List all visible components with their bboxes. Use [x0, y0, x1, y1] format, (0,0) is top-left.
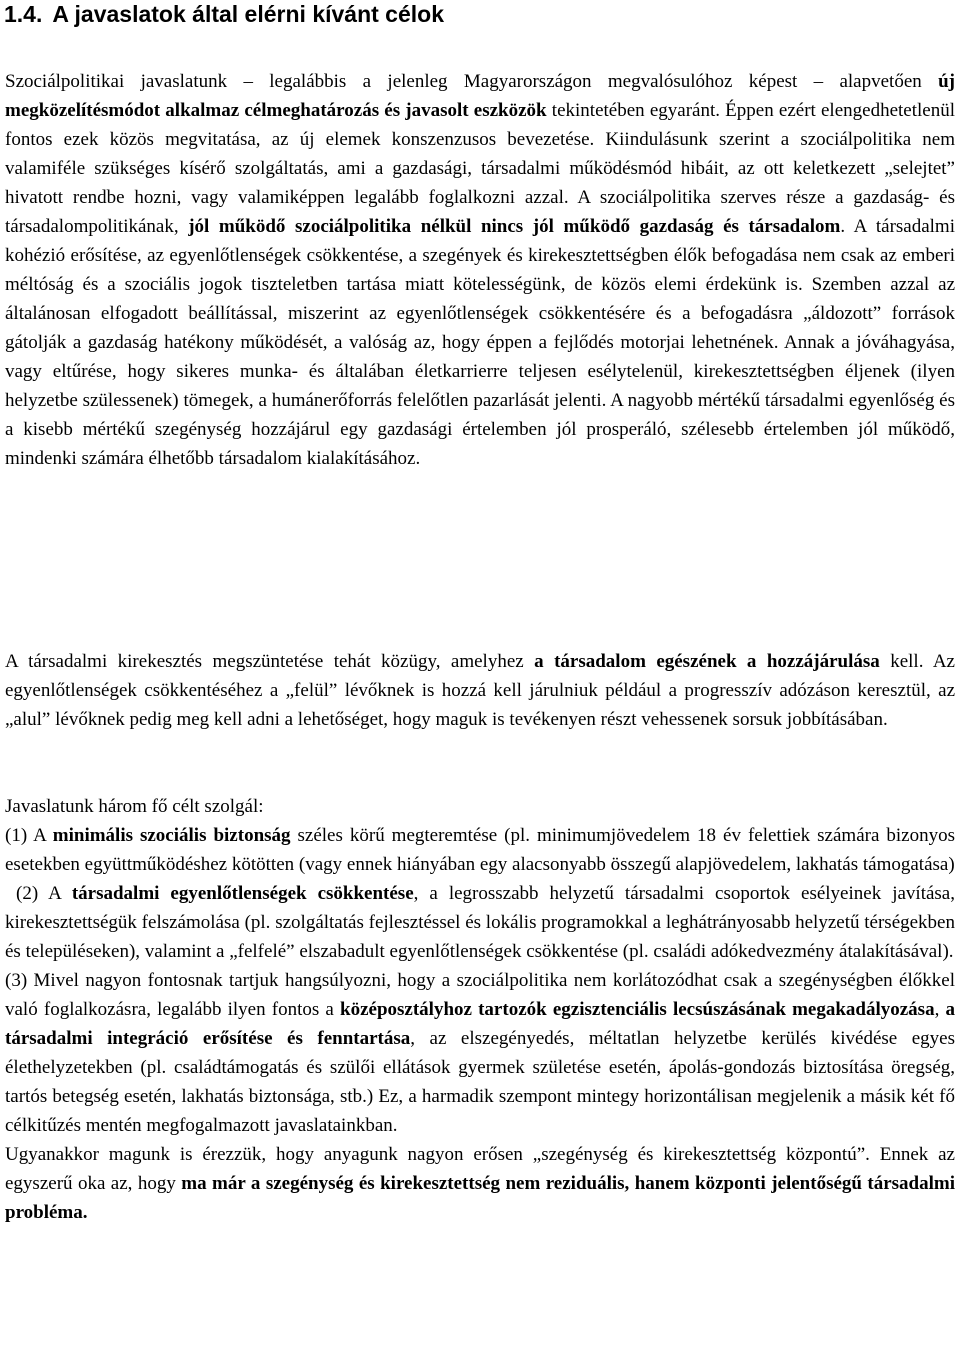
text-run: , [934, 999, 946, 1020]
text-run: (3) Mivel nagyon fontosnak tartjuk hangsúlyozni, hogy a szociálpolitika nem korlátozódhat csak a szegénységben élőkkel való foglalkozásra, legalább ilyen fontos a [5, 970, 955, 1020]
text-run: , az elszegényedés, méltatlan helyzetbe kerülés kivédése egyes élethelyzetekben (pl. családtámogatás és szülői ellátások gyermek születése esetén, ápolás-gondozás biztosítása öregség, tartós betegség esetén, lakhatás biztonsága, stb.) Ez, a harmadik szempont mintegy horizontálisan megjelenik a másik két fő célkitűzés mentén megfogalmazott javaslatainkban. [5, 1028, 955, 1136]
text-run: Szociálpolitikai javaslatunk – legalábbis a jelenleg Magyarországon megvalósulóhoz képest – alapvetően [5, 71, 939, 92]
section-number: 1.4. [4, 1, 43, 27]
goal-item-2 [5, 879, 955, 966]
goals-section [5, 792, 955, 1227]
text-run: kell. Az egyenlőtlenségek csökkentéséhez a „felül” lévőknek is hozzá kell járulniuk például a progresszív adózáson keresztül, az „alul” lévőknek pedig meg kell adni a lehetőséget, hogy maguk is tevékenyen részt vehessenek sorsuk jobbításában. [5, 651, 955, 730]
emphasis-text: minimális szociális biztonság [52, 825, 291, 846]
goals-intro: Javaslatunk három fő célt szolgál: [5, 796, 264, 817]
emphasis-text: a társadalmi integráció erősítése és fenntartása [5, 999, 955, 1049]
text-run: A társadalmi kirekesztés megszüntetése tehát közügy, amelyhez [5, 651, 535, 672]
goal-item-3 [5, 966, 955, 1140]
closing-paragraph [5, 1140, 955, 1227]
emphasis-text: új megközelítésmódot alkalmaz célmeghatározás és javasolt eszközök [5, 71, 955, 121]
text-run: , a legrosszabb helyzetű társadalmi csoportok esélyeinek javítása, kirekesztettségük felszámolása (pl. szolgáltatás fejlesztéssel és lokális programokkal a leghátrányosabb helyzetű térségekben és településeken), valamint a „felfelé” elszabadult egyenlőtlenségek csökkentése (pl. családi adókedvezmény átalakításával). [5, 883, 955, 962]
emphasis-text: ma már a szegénység és kirekesztettség nem reziduális, hanem központi jelentőségű társadalmi probléma. [5, 1173, 955, 1223]
emphasis-text: a társadalom egészének a hozzájárulása [534, 651, 880, 672]
text-run: (2) A [5, 883, 72, 904]
emphasis-text: társadalmi egyenlőtlenségek csökkentése [71, 883, 414, 904]
section-heading [4, 0, 454, 28]
emphasis-text: jól működő szociálpolitika nélkül nincs jól működő gazdaság és társadalom [188, 216, 841, 237]
paragraph-intro [5, 67, 955, 473]
paragraph-public-affair [5, 647, 955, 734]
text-run: tekintetében egyaránt. Éppen ezért elengedhetetlenül fontos ezek közös megvitatása, az új elemek konszenzusos bevezetése. Kiindulásunk szerint a szociálpolitika nem valamiféle szükséges kísérő szolgáltatás, ami a gazdasági, társadalmi működésmód hibáit, az ott keletkezett „selejtet” hivatott rendbe hozni, vagy valamiképpen legalább foglalkozni azzal. A szociálpolitika szerves része a gazdaság- és társadalompolitikának, [5, 100, 955, 237]
section-title: A javaslatok által elérni kívánt célok [52, 1, 444, 27]
text-run: (1) A [5, 825, 53, 846]
text-run: széles körű megteremtése (pl. minimumjövedelem 18 év felettiek számára bizonyos esetekben együttműködéshez kötötten (vagy ennek hiányában egy alacsonyabb összegű alapjövedelem, lakhatás támogatása) [5, 825, 955, 875]
text-run: . A társadalmi kohézió erősítése, az egyenlőtlenségek csökkentése, a szegények és kirekesztettségben élők befogadása nem csak az emberi méltóság és a szociális jogok tiszteletben tartása miatt kötelességünk, de közös elemi érdekünk is. Szemben azzal az általánosan elfogadott beállítással, miszerint az egyenlőtlenségek csökkentésére és a befogadásra „áldozott” források gátolják a gazdaság hatékony működését, a valóság az, hogy éppen a fejlődés motorjai lehetnének. Annak a jóváhagyása, vagy eltűrése, hogy sikeres munka- és általában életkarrierre teljesen esélytelenül, kirekesztettségben éljenek (ilyen helyzetbe szülessenek) tömegek, a humánerőforrás felelőtlen pazarlását jelenti. A nagyobb mértékű társadalmi egyenlőség és a kisebb mértékű szegénység hozzájárul egy gazdasági értelemben jól prosperáló, szélesebb értelemben jól működő, mindenki számára élhetőbb társadalom kialakításához. [5, 216, 955, 469]
goal-item-1 [5, 821, 955, 879]
emphasis-text: középosztályhoz tartozók egzisztenciális lecsúszásának megakadályozása [340, 999, 935, 1020]
text-run: Ugyanakkor magunk is érezzük, hogy anyagunk nagyon erősen „szegénység és kirekesztettség központú”. Ennek az egyszerű oka az, hogy [5, 1144, 955, 1194]
